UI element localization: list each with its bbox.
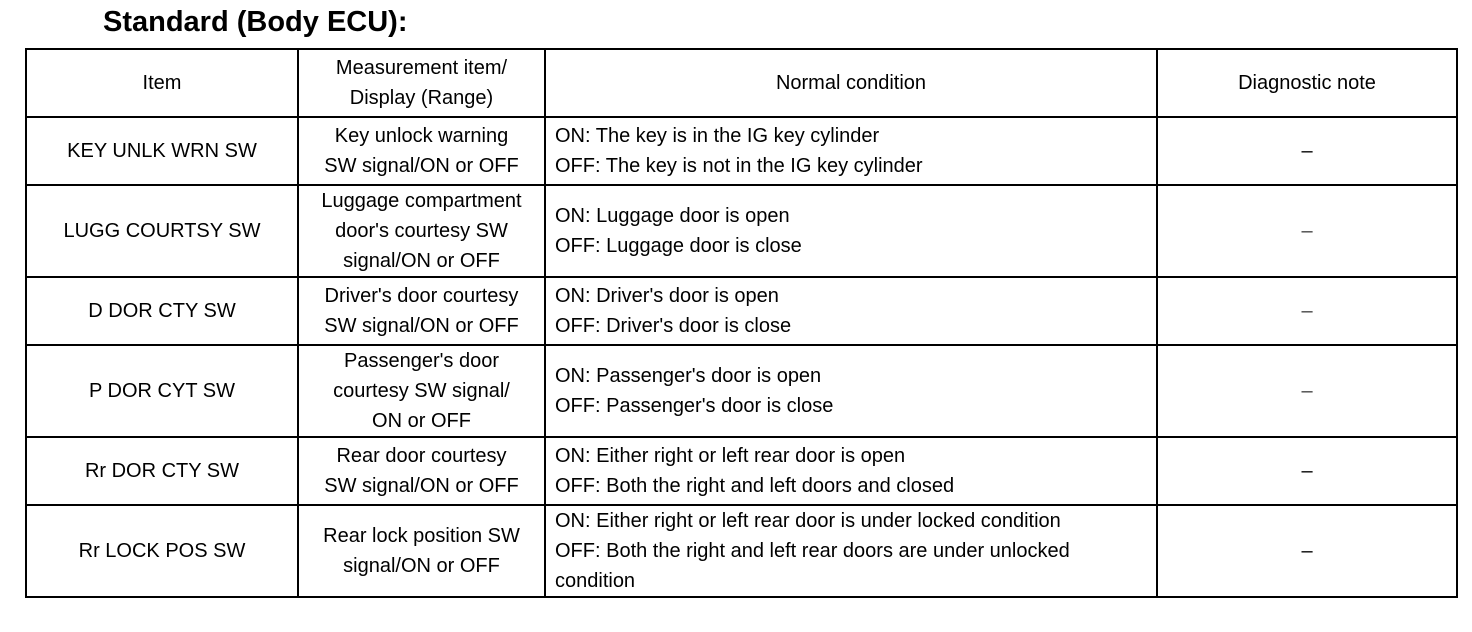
measurement-line: courtesy SW signal/ [333,380,510,402]
item-cell: P DOR CYT SW [26,345,298,437]
measurement-line: Driver's door courtesy [324,285,519,307]
measurement-line: signal/ON or OFF [343,250,500,272]
column-header-normal-condition: Normal condition [545,49,1157,117]
normal-condition-line: ON: Driver's door is open [555,285,779,307]
normal-condition-cell [545,345,1157,437]
measurement-line: Rear door courtesy [336,445,507,467]
measurement-line: Rear lock position SW [323,525,520,547]
normal-condition-cell [545,277,1157,345]
normal-condition-line: ON: Passenger's door is open [555,365,822,387]
table-row [26,437,1457,505]
body-ecu-standard-table [25,48,1458,598]
item-cell: LUGG COURTSY SW [26,185,298,277]
column-header-measurement [298,49,545,117]
measurement-line: ON or OFF [372,410,471,432]
normal-condition-cell [545,505,1157,597]
measurement-line: signal/ON or OFF [343,555,500,577]
measurement-cell [298,277,545,345]
normal-condition-line: condition [555,570,636,592]
column-header-item: Item [26,49,298,117]
normal-condition-line: OFF: Driver's door is close [555,315,792,337]
normal-condition-line: OFF: Passenger's door is close [555,395,834,417]
measurement-line: Passenger's door [343,350,500,372]
table-row [26,117,1457,185]
normal-condition-line: OFF: Both the right and left doors and closed [555,475,955,497]
diagnostic-note-cell: – [1157,277,1457,345]
table-row [26,345,1457,437]
measurement-line: Key unlock warning [334,125,509,147]
measurement-line: door's courtesy SW [335,220,508,242]
diagnostic-note-cell: – [1157,505,1457,597]
normal-condition-line: OFF: The key is not in the IG key cylinder [555,155,923,177]
measurement-line: Luggage compartment [321,190,522,212]
normal-condition-line: ON: Either right or left rear door is under locked condition [555,510,1061,532]
measurement-line: SW signal/ON or OFF [324,315,519,337]
column-header-measurement-line1: Measurement item/ [335,57,508,79]
column-header-measurement-line2: Display (Range) [349,87,494,109]
page-title: Standard (Body ECU): [103,6,408,38]
measurement-cell [298,117,545,185]
normal-condition-line: ON: The key is in the IG key cylinder [555,125,880,147]
item-cell: Rr LOCK POS SW [26,505,298,597]
table-row [26,185,1457,277]
measurement-cell [298,505,545,597]
diagnostic-note-cell: – [1157,185,1457,277]
normal-condition-line: ON: Either right or left rear door is open [555,445,906,467]
diagnostic-note-cell: – [1157,345,1457,437]
table-row [26,277,1457,345]
diagnostic-note-cell: – [1157,437,1457,505]
normal-condition-line: OFF: Both the right and left rear doors are under unlocked [555,540,1070,562]
measurement-cell [298,345,545,437]
normal-condition-cell [545,437,1157,505]
measurement-line: SW signal/ON or OFF [324,155,519,177]
table-header-row [26,49,1457,117]
item-cell: D DOR CTY SW [26,277,298,345]
diagnostic-note-cell: – [1157,117,1457,185]
normal-condition-cell [545,117,1157,185]
normal-condition-line: OFF: Luggage door is close [555,235,802,257]
table-row [26,505,1457,597]
normal-condition-line: ON: Luggage door is open [555,205,790,227]
measurement-cell [298,437,545,505]
item-cell: KEY UNLK WRN SW [26,117,298,185]
normal-condition-cell [545,185,1157,277]
measurement-cell [298,185,545,277]
column-header-diagnostic-note: Diagnostic note [1157,49,1457,117]
measurement-line: SW signal/ON or OFF [324,475,519,497]
item-cell: Rr DOR CTY SW [26,437,298,505]
